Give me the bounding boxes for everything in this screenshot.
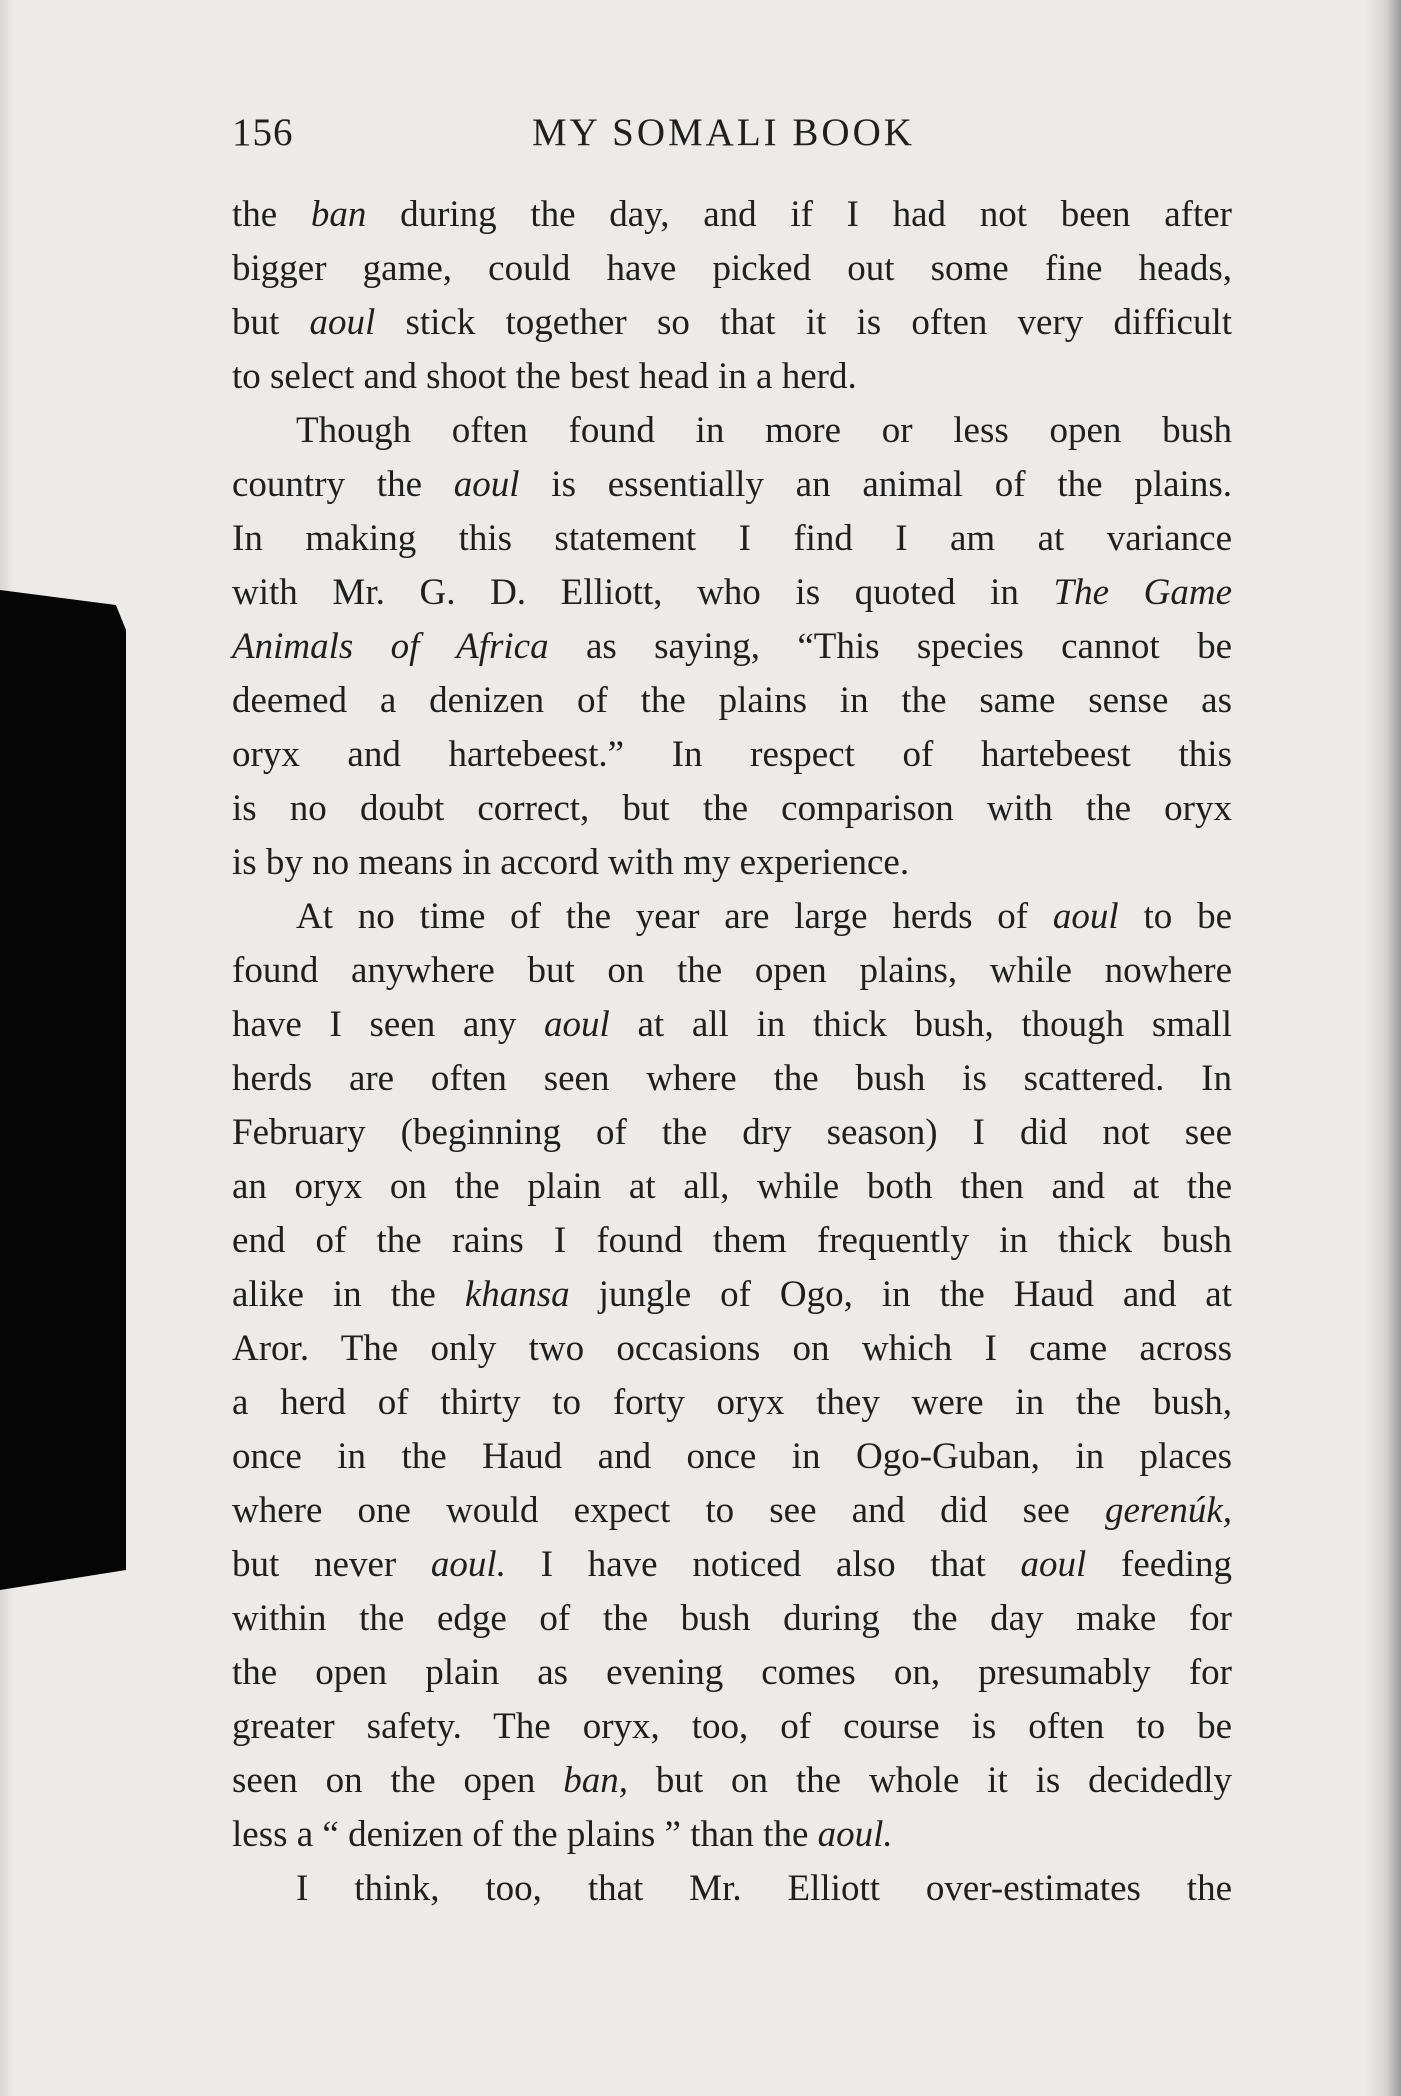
text-segment: as saying, “This species cannot be xyxy=(548,626,1232,667)
text-segment: is no doubt correct, but the comparison with the oryx xyxy=(232,788,1232,829)
text-segment: stick together so that it is often very difficult xyxy=(375,302,1233,343)
italic-term: aoul. xyxy=(817,1814,893,1855)
text-line xyxy=(232,1754,1232,1808)
page-edge-right xyxy=(1363,0,1401,2096)
text-segment: Though often found in more or less open bush xyxy=(296,410,1232,451)
italic-term: ban xyxy=(310,194,367,235)
text-segment: with Mr. G. D. Elliott, who is quoted in xyxy=(232,572,1054,613)
italic-term: aoul xyxy=(309,302,376,343)
text-line xyxy=(232,782,1232,836)
text-segment: during the day, and if I had not been after xyxy=(366,194,1232,235)
text-segment: bigger game, could have picked out some fine heads, xyxy=(232,248,1232,289)
text-segment: is essentially an animal of the plains. xyxy=(519,464,1232,505)
text-line xyxy=(232,1484,1232,1538)
text-segment: where one would expect to see and did see xyxy=(232,1490,1105,1531)
text-line xyxy=(232,620,1232,674)
text-segment: to select and shoot the best head in a herd. xyxy=(232,356,857,397)
text-segment: greater safety. The oryx, too, of course is often to be xyxy=(232,1706,1232,1747)
text-line xyxy=(232,296,1232,350)
text-line xyxy=(232,674,1232,728)
text-segment: February (beginning of the dry season) I did not see xyxy=(232,1112,1232,1153)
text-line xyxy=(232,350,1232,404)
italic-term: aoul xyxy=(1052,896,1119,937)
running-title: MY SOMALI BOOK xyxy=(532,111,915,154)
text-segment: alike in the xyxy=(232,1274,465,1315)
text-line xyxy=(232,890,1232,944)
text-segment: end of the rains I found them frequently in thick bush xyxy=(232,1220,1232,1261)
text-line xyxy=(232,566,1232,620)
text-line xyxy=(232,1160,1232,1214)
text-line xyxy=(232,1808,1232,1862)
text-line xyxy=(232,1268,1232,1322)
text-line xyxy=(232,1592,1232,1646)
italic-term: khansa xyxy=(464,1274,570,1315)
text-line xyxy=(232,1214,1232,1268)
text-segment: Aror. The only two occasions on which I came across xyxy=(232,1328,1232,1369)
italic-term: aoul xyxy=(453,464,520,505)
text-segment: have I seen any xyxy=(232,1004,544,1045)
italic-term: Animals of Africa xyxy=(232,626,549,667)
black-binding-strip xyxy=(0,590,126,1590)
text-line xyxy=(232,1646,1232,1700)
text-line xyxy=(232,836,1232,890)
text-segment: a herd of thirty to forty oryx they were in the bush, xyxy=(232,1382,1232,1423)
text-segment: In making this statement I find I am at variance xyxy=(232,518,1232,559)
text-segment: is by no means in accord with my experience. xyxy=(232,842,910,883)
text-segment: the open plain as evening comes on, presumably for xyxy=(232,1652,1232,1693)
text-segment: country the xyxy=(232,464,454,505)
text-line xyxy=(232,944,1232,998)
page-header xyxy=(232,104,1232,164)
text-segment: an oryx on the plain at all, while both then and at the xyxy=(232,1166,1232,1207)
text-segment: found anywhere but on the open plains, while nowhere xyxy=(232,950,1232,991)
italic-term: ban, xyxy=(563,1760,629,1801)
text-segment: but xyxy=(232,302,310,343)
italic-term: aoul. xyxy=(430,1544,506,1585)
text-line xyxy=(232,1376,1232,1430)
text-line xyxy=(232,404,1232,458)
text-line xyxy=(232,1106,1232,1160)
text-segment: At no time of the year are large herds of xyxy=(296,896,1053,937)
text-line xyxy=(232,728,1232,782)
text-segment: the xyxy=(232,194,311,235)
text-line xyxy=(232,1430,1232,1484)
body-text xyxy=(232,188,1232,1916)
page-number: 156 xyxy=(232,111,294,154)
text-segment: at all in thick bush, though small xyxy=(609,1004,1232,1045)
text-segment: deemed a denizen of the plains in the same sense as xyxy=(232,680,1232,721)
text-segment: feeding xyxy=(1086,1544,1232,1585)
text-line xyxy=(232,1322,1232,1376)
italic-term: aoul xyxy=(544,1004,610,1045)
text-line xyxy=(232,998,1232,1052)
text-line xyxy=(232,188,1232,242)
text-line xyxy=(232,242,1232,296)
text-line xyxy=(232,1538,1232,1592)
text-segment: I think, too, that Mr. Elliott over-estimates the xyxy=(296,1868,1232,1909)
text-segment: oryx and hartebeest.” In respect of hartebeest this xyxy=(232,734,1232,775)
text-segment: but on the whole it is decidedly xyxy=(628,1760,1232,1801)
text-segment: herds are often seen where the bush is scattered. In xyxy=(232,1058,1232,1099)
text-segment: within the edge of the bush during the day make for xyxy=(232,1598,1232,1639)
italic-term: aoul xyxy=(1020,1544,1087,1585)
text-segment: but never xyxy=(232,1544,431,1585)
text-segment: to be xyxy=(1118,896,1232,937)
text-line xyxy=(232,512,1232,566)
text-line xyxy=(232,1700,1232,1754)
italic-term: The Game xyxy=(1053,572,1232,613)
text-segment: less a “ denizen of the plains ” than the xyxy=(232,1814,818,1855)
italic-term: gerenúk, xyxy=(1104,1490,1232,1531)
text-segment: once in the Haud and once in Ogo-Guban, in places xyxy=(232,1436,1232,1477)
text-line xyxy=(232,1052,1232,1106)
text-line xyxy=(232,1862,1232,1916)
text-segment: I have noticed also that xyxy=(505,1544,1021,1585)
text-segment: seen on the open xyxy=(232,1760,564,1801)
text-line xyxy=(232,458,1232,512)
text-segment: jungle of Ogo, in the Haud and at xyxy=(569,1274,1232,1315)
